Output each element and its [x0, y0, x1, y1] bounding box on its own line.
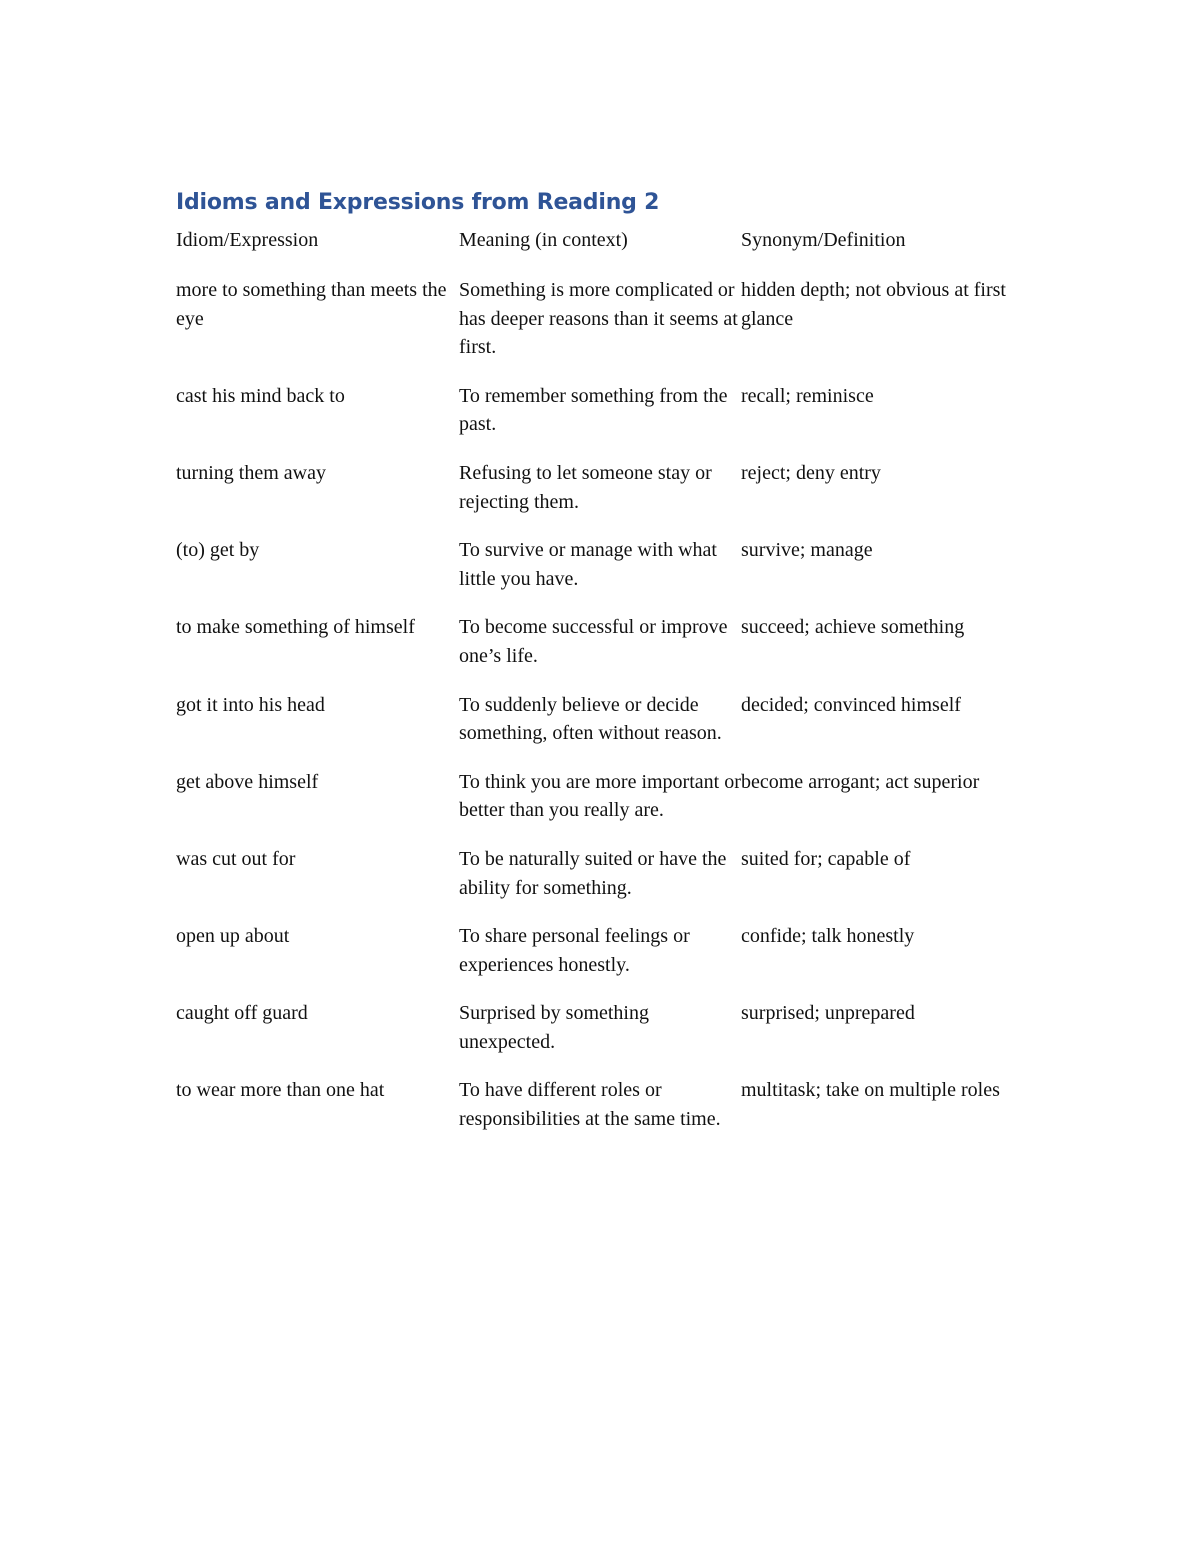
idiom-cell: was cut out for — [176, 847, 296, 870]
idiom-cell: turning them away — [176, 461, 326, 484]
idiom-cell: get above himself — [176, 770, 319, 793]
table-row — [176, 922, 1026, 999]
synonym-cell: confide; talk honestly — [741, 925, 915, 948]
table-row — [176, 1076, 1026, 1153]
synonym-cell: survive; manage — [741, 539, 873, 562]
idiom-cell: caught off guard — [176, 1002, 308, 1025]
synonym-cell: recall; reminisce — [741, 384, 874, 407]
idiom-cell: to wear more than one hat — [176, 1079, 385, 1102]
meaning-cell: To remember something from the past. — [459, 384, 728, 436]
synonym-cell: reject; deny entry — [741, 461, 881, 484]
synonym-cell: become arrogant; act superior — [741, 770, 980, 793]
synonym-cell: suited for; capable of — [741, 847, 911, 870]
synonym-cell: decided; convinced himself — [741, 693, 961, 716]
meaning-cell: To suddenly believe or decide something, often without reason. — [459, 693, 722, 745]
idiom-cell: to make something of himself — [176, 616, 415, 639]
table-row — [176, 768, 1026, 845]
column-header-meaning: Meaning (in context) — [459, 229, 628, 251]
synonym-cell: hidden depth; not obvious at first glance — [741, 279, 1006, 330]
meaning-cell: To share personal feelings or experiences honestly. — [459, 925, 690, 976]
table-header-row — [176, 226, 1026, 276]
meaning-cell: To have different roles or responsibilities at the same time. — [459, 1079, 721, 1131]
idiom-cell: open up about — [176, 925, 290, 948]
meaning-cell: To survive or manage with what little you have. — [459, 539, 717, 590]
table-row — [176, 999, 1026, 1076]
meaning-cell: Refusing to let someone stay or rejecting them. — [459, 461, 712, 513]
meaning-cell: To be naturally suited or have the ability for something. — [459, 847, 727, 899]
meaning-cell: To become successful or improve one’s life. — [459, 616, 728, 667]
idiom-cell: got it into his head — [176, 693, 325, 716]
idiom-cell: more to something than meets the eye — [176, 279, 447, 330]
meaning-cell: To think you are more important or better than you really are. — [459, 770, 741, 822]
idiom-cell: cast his mind back to — [176, 384, 345, 407]
synonym-cell: succeed; achieve something — [741, 616, 965, 639]
table-row — [176, 613, 1026, 690]
document-heading: Idioms and Expressions from Reading 2 — [176, 190, 660, 215]
table-row — [176, 691, 1026, 768]
column-header-synonym: Synonym/Definition — [741, 229, 906, 251]
synonym-cell: multitask; take on multiple roles — [741, 1079, 1000, 1102]
meaning-cell: Something is more complicated or has deeper reasons than it seems at first. — [459, 279, 738, 359]
table-row — [176, 276, 1026, 382]
table-row — [176, 845, 1026, 922]
idioms-table — [176, 226, 1026, 1154]
table-row — [176, 536, 1026, 613]
column-header-idiom: Idiom/Expression — [176, 229, 319, 251]
table-row — [176, 382, 1026, 459]
idiom-cell: (to) get by — [176, 539, 260, 562]
synonym-cell: surprised; unprepared — [741, 1002, 915, 1025]
meaning-cell: Surprised by something unexpected. — [459, 1002, 649, 1053]
table-row — [176, 459, 1026, 536]
